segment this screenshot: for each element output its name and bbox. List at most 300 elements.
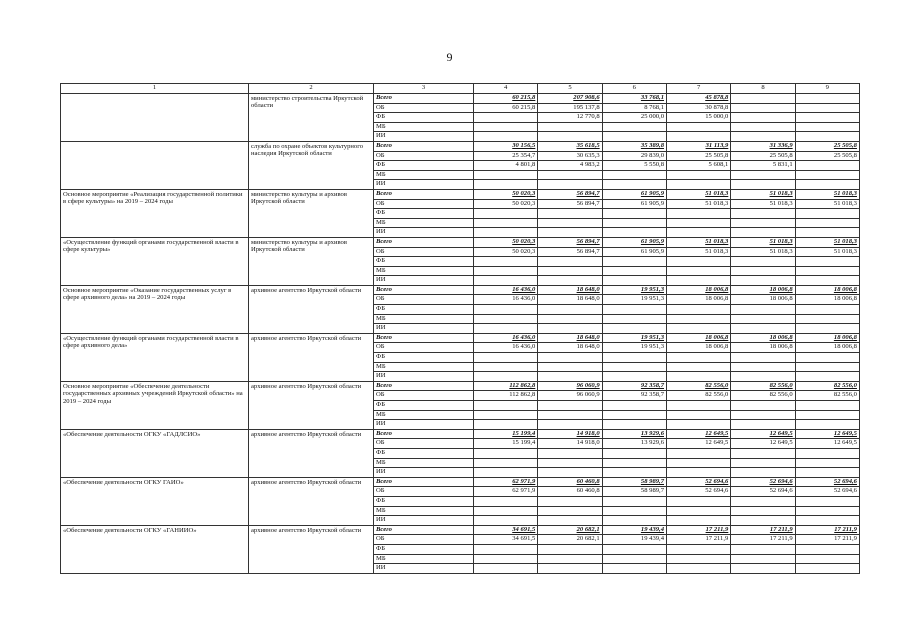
amount-cell: 60 215,8 bbox=[474, 94, 538, 104]
amount-cell: 58 989,7 bbox=[602, 487, 666, 497]
funding-source-cell: ФБ bbox=[374, 353, 474, 363]
amount-cell: 50 020,3 bbox=[474, 247, 538, 257]
amount-cell bbox=[666, 305, 730, 315]
amount-cell: 62 971,9 bbox=[474, 477, 538, 487]
column-header-8: 8 bbox=[731, 84, 795, 94]
amount-cell: 51 018,3 bbox=[666, 247, 730, 257]
amount-cell: 12 649,5 bbox=[666, 429, 730, 439]
amount-cell bbox=[731, 122, 795, 132]
amount-cell bbox=[474, 554, 538, 564]
amount-cell: 18 648,0 bbox=[538, 285, 602, 295]
amount-cell bbox=[731, 362, 795, 372]
amount-cell bbox=[538, 353, 602, 363]
funding-source-cell: ФБ bbox=[374, 448, 474, 458]
amount-cell: 61 905,9 bbox=[602, 199, 666, 209]
amount-cell: 25 505,8 bbox=[795, 141, 859, 151]
amount-cell bbox=[731, 324, 795, 334]
amount-cell bbox=[795, 228, 859, 238]
amount-cell: 82 556,0 bbox=[795, 381, 859, 391]
funding-source-cell: Всего bbox=[374, 285, 474, 295]
amount-cell bbox=[602, 372, 666, 382]
amount-cell: 12 770,8 bbox=[538, 113, 602, 123]
funding-source-cell: ФБ bbox=[374, 161, 474, 171]
amount-cell bbox=[731, 372, 795, 382]
measure-name-cell: «Обеспечение деятельности ОГКУ ГАИО» bbox=[61, 477, 249, 525]
amount-cell: 20 682,1 bbox=[538, 535, 602, 545]
amount-cell bbox=[795, 180, 859, 190]
amount-cell bbox=[731, 353, 795, 363]
amount-cell bbox=[474, 113, 538, 123]
amount-cell: 92 358,7 bbox=[602, 381, 666, 391]
amount-cell bbox=[538, 122, 602, 132]
amount-cell: 18 006,8 bbox=[666, 333, 730, 343]
amount-cell bbox=[666, 372, 730, 382]
amount-cell bbox=[602, 276, 666, 286]
funding-source-cell: ОБ bbox=[374, 439, 474, 449]
funding-source-cell: ИИ bbox=[374, 132, 474, 142]
amount-cell bbox=[795, 353, 859, 363]
amount-cell: 50 020,3 bbox=[474, 237, 538, 247]
amount-cell bbox=[474, 506, 538, 516]
amount-cell: 17 211,9 bbox=[795, 525, 859, 535]
amount-cell: 8 768,1 bbox=[602, 103, 666, 113]
amount-cell bbox=[795, 103, 859, 113]
amount-cell bbox=[538, 132, 602, 142]
amount-cell bbox=[731, 496, 795, 506]
amount-cell bbox=[538, 448, 602, 458]
amount-cell: 16 436,0 bbox=[474, 333, 538, 343]
amount-cell bbox=[602, 180, 666, 190]
amount-cell: 52 694,6 bbox=[731, 477, 795, 487]
amount-cell bbox=[474, 257, 538, 267]
amount-cell: 207 908,6 bbox=[538, 94, 602, 104]
amount-cell bbox=[731, 257, 795, 267]
column-header-5: 5 bbox=[538, 84, 602, 94]
executor-cell: министерство культуры и архивов Иркутской области bbox=[249, 189, 374, 237]
amount-cell bbox=[602, 218, 666, 228]
amount-cell bbox=[474, 458, 538, 468]
amount-cell bbox=[538, 516, 602, 526]
amount-cell bbox=[474, 544, 538, 554]
amount-cell bbox=[602, 544, 666, 554]
amount-cell bbox=[602, 516, 666, 526]
amount-cell: 51 018,3 bbox=[731, 199, 795, 209]
amount-cell bbox=[538, 496, 602, 506]
funding-source-cell: ИИ bbox=[374, 180, 474, 190]
funding-source-cell: Всего bbox=[374, 94, 474, 104]
amount-cell: 12 649,5 bbox=[795, 429, 859, 439]
funding-source-cell: ИИ bbox=[374, 228, 474, 238]
amount-cell bbox=[795, 420, 859, 430]
amount-cell: 16 436,0 bbox=[474, 343, 538, 353]
funding-source-cell: ИИ bbox=[374, 276, 474, 286]
amount-cell: 18 006,8 bbox=[666, 295, 730, 305]
amount-cell: 14 918,0 bbox=[538, 429, 602, 439]
amount-cell: 12 649,5 bbox=[666, 439, 730, 449]
amount-cell bbox=[602, 564, 666, 574]
amount-cell bbox=[474, 180, 538, 190]
amount-cell: 51 018,3 bbox=[795, 199, 859, 209]
amount-cell bbox=[602, 209, 666, 219]
amount-cell bbox=[602, 362, 666, 372]
amount-cell bbox=[474, 314, 538, 324]
amount-cell: 12 649,5 bbox=[795, 439, 859, 449]
amount-cell bbox=[666, 516, 730, 526]
amount-cell: 51 018,3 bbox=[731, 237, 795, 247]
column-header-2: 2 bbox=[249, 84, 374, 94]
amount-cell bbox=[731, 276, 795, 286]
amount-cell: 35 389,8 bbox=[602, 141, 666, 151]
amount-cell bbox=[666, 132, 730, 142]
amount-cell bbox=[666, 564, 730, 574]
amount-cell bbox=[474, 372, 538, 382]
amount-cell bbox=[538, 209, 602, 219]
page-number: 9 bbox=[446, 50, 453, 64]
measure-name-cell: Основное мероприятие «Обеспечение деятельности государственных архивных учреждений Иркутской области» на 2019 – 2024 годы bbox=[61, 381, 249, 429]
amount-cell: 34 691,5 bbox=[474, 535, 538, 545]
executor-cell: архивное агентство Иркутской области bbox=[249, 429, 374, 477]
amount-cell bbox=[795, 544, 859, 554]
amount-cell bbox=[731, 401, 795, 411]
amount-cell: 92 358,7 bbox=[602, 391, 666, 401]
amount-cell bbox=[666, 401, 730, 411]
amount-cell bbox=[474, 516, 538, 526]
amount-cell bbox=[666, 544, 730, 554]
amount-cell: 35 618,5 bbox=[538, 141, 602, 151]
amount-cell: 20 682,1 bbox=[538, 525, 602, 535]
amount-cell bbox=[731, 468, 795, 478]
measure-name-cell: Основное мероприятие «Реализация государственной политики в сфере культуры» на 2019 – 2024 годы bbox=[61, 189, 249, 237]
amount-cell bbox=[666, 324, 730, 334]
table-row bbox=[61, 333, 860, 343]
funding-source-cell: ИИ bbox=[374, 324, 474, 334]
amount-cell: 34 691,5 bbox=[474, 525, 538, 535]
amount-cell bbox=[538, 276, 602, 286]
amount-cell: 45 878,8 bbox=[666, 94, 730, 104]
amount-cell: 30 878,8 bbox=[666, 103, 730, 113]
funding-source-cell: ОБ bbox=[374, 247, 474, 257]
funding-source-cell: ОБ bbox=[374, 343, 474, 353]
amount-cell bbox=[538, 180, 602, 190]
executor-cell: архивное агентство Иркутской области bbox=[249, 285, 374, 333]
amount-cell bbox=[602, 257, 666, 267]
amount-cell: 25 000,0 bbox=[602, 113, 666, 123]
column-header-6: 6 bbox=[602, 84, 666, 94]
amount-cell bbox=[795, 516, 859, 526]
amount-cell bbox=[602, 266, 666, 276]
amount-cell bbox=[731, 458, 795, 468]
amount-cell: 52 694,6 bbox=[731, 487, 795, 497]
amount-cell: 60 215,8 bbox=[474, 103, 538, 113]
funding-source-cell: ОБ bbox=[374, 487, 474, 497]
header-row bbox=[61, 84, 860, 94]
amount-cell bbox=[731, 180, 795, 190]
amount-cell: 18 006,8 bbox=[795, 343, 859, 353]
amount-cell bbox=[602, 506, 666, 516]
amount-cell bbox=[602, 410, 666, 420]
amount-cell bbox=[731, 228, 795, 238]
table-row bbox=[61, 381, 860, 391]
funding-source-cell: МБ bbox=[374, 458, 474, 468]
amount-cell: 19 439,4 bbox=[602, 525, 666, 535]
amount-cell bbox=[602, 420, 666, 430]
amount-cell bbox=[795, 410, 859, 420]
amount-cell bbox=[666, 458, 730, 468]
amount-cell: 96 060,9 bbox=[538, 381, 602, 391]
funding-source-cell: ФБ bbox=[374, 401, 474, 411]
amount-cell: 51 018,3 bbox=[795, 189, 859, 199]
funding-source-cell: ИИ bbox=[374, 420, 474, 430]
funding-source-cell: МБ bbox=[374, 362, 474, 372]
amount-cell bbox=[602, 401, 666, 411]
amount-cell: 15 199,4 bbox=[474, 429, 538, 439]
amount-cell: 112 862,8 bbox=[474, 391, 538, 401]
amount-cell: 51 018,3 bbox=[795, 237, 859, 247]
funding-source-cell: МБ bbox=[374, 170, 474, 180]
amount-cell bbox=[474, 170, 538, 180]
amount-cell bbox=[474, 448, 538, 458]
amount-cell: 61 905,9 bbox=[602, 237, 666, 247]
amount-cell bbox=[538, 257, 602, 267]
amount-cell bbox=[474, 324, 538, 334]
amount-cell bbox=[666, 468, 730, 478]
amount-cell bbox=[795, 94, 859, 104]
amount-cell: 13 929,6 bbox=[602, 439, 666, 449]
table-row bbox=[61, 477, 860, 487]
amount-cell bbox=[731, 420, 795, 430]
amount-cell bbox=[538, 420, 602, 430]
amount-cell bbox=[602, 496, 666, 506]
amount-cell bbox=[666, 266, 730, 276]
amount-cell: 56 894,7 bbox=[538, 237, 602, 247]
amount-cell bbox=[602, 554, 666, 564]
amount-cell bbox=[474, 410, 538, 420]
amount-cell bbox=[538, 506, 602, 516]
amount-cell bbox=[731, 113, 795, 123]
funding-source-cell: ФБ bbox=[374, 305, 474, 315]
amount-cell: 60 460,8 bbox=[538, 487, 602, 497]
amount-cell: 82 556,0 bbox=[731, 391, 795, 401]
amount-cell: 5 608,1 bbox=[666, 161, 730, 171]
amount-cell: 15 000,0 bbox=[666, 113, 730, 123]
amount-cell bbox=[474, 228, 538, 238]
executor-cell: министерство культуры и архивов Иркутской области bbox=[249, 237, 374, 285]
amount-cell: 61 905,9 bbox=[602, 247, 666, 257]
amount-cell bbox=[666, 420, 730, 430]
amount-cell: 17 211,9 bbox=[731, 535, 795, 545]
table-row bbox=[61, 141, 860, 151]
amount-cell bbox=[602, 314, 666, 324]
column-header-4: 4 bbox=[474, 84, 538, 94]
amount-cell bbox=[474, 132, 538, 142]
funding-source-cell: ОБ bbox=[374, 103, 474, 113]
amount-cell: 29 839,0 bbox=[602, 151, 666, 161]
amount-cell: 18 006,8 bbox=[795, 295, 859, 305]
funding-source-cell: МБ bbox=[374, 410, 474, 420]
amount-cell bbox=[731, 305, 795, 315]
amount-cell: 51 018,3 bbox=[731, 247, 795, 257]
amount-cell bbox=[666, 448, 730, 458]
amount-cell bbox=[602, 170, 666, 180]
amount-cell bbox=[474, 564, 538, 574]
amount-cell: 15 199,4 bbox=[474, 439, 538, 449]
table-body bbox=[61, 94, 860, 574]
amount-cell bbox=[538, 564, 602, 574]
amount-cell bbox=[666, 257, 730, 267]
amount-cell: 17 211,9 bbox=[666, 525, 730, 535]
funding-source-cell: МБ bbox=[374, 314, 474, 324]
funding-source-cell: ФБ bbox=[374, 257, 474, 267]
amount-cell bbox=[795, 276, 859, 286]
table-row bbox=[61, 525, 860, 535]
amount-cell: 4 801,8 bbox=[474, 161, 538, 171]
amount-cell bbox=[666, 218, 730, 228]
amount-cell: 19 951,3 bbox=[602, 295, 666, 305]
amount-cell: 51 018,3 bbox=[666, 189, 730, 199]
amount-cell: 17 211,9 bbox=[731, 525, 795, 535]
amount-cell bbox=[795, 314, 859, 324]
amount-cell: 18 648,0 bbox=[538, 333, 602, 343]
amount-cell bbox=[731, 170, 795, 180]
amount-cell bbox=[474, 468, 538, 478]
amount-cell bbox=[795, 122, 859, 132]
amount-cell bbox=[795, 372, 859, 382]
column-header-7: 7 bbox=[666, 84, 730, 94]
amount-cell: 13 929,6 bbox=[602, 429, 666, 439]
table-row bbox=[61, 237, 860, 247]
amount-cell bbox=[731, 132, 795, 142]
amount-cell bbox=[795, 113, 859, 123]
funding-source-cell: ОБ bbox=[374, 295, 474, 305]
amount-cell bbox=[731, 218, 795, 228]
amount-cell: 31 113,9 bbox=[666, 141, 730, 151]
executor-cell: архивное агентство Иркутской области bbox=[249, 525, 374, 573]
amount-cell: 52 694,6 bbox=[795, 477, 859, 487]
amount-cell bbox=[602, 448, 666, 458]
amount-cell bbox=[731, 209, 795, 219]
amount-cell bbox=[666, 353, 730, 363]
funding-source-cell: ОБ bbox=[374, 199, 474, 209]
funding-source-cell: ИИ bbox=[374, 468, 474, 478]
funding-source-cell: Всего bbox=[374, 333, 474, 343]
amount-cell: 5 550,8 bbox=[602, 161, 666, 171]
amount-cell bbox=[602, 132, 666, 142]
amount-cell bbox=[602, 122, 666, 132]
funding-source-cell: Всего bbox=[374, 429, 474, 439]
amount-cell bbox=[474, 276, 538, 286]
funding-source-cell: ФБ bbox=[374, 496, 474, 506]
amount-cell bbox=[795, 257, 859, 267]
amount-cell bbox=[731, 516, 795, 526]
amount-cell: 17 211,9 bbox=[666, 535, 730, 545]
amount-cell: 82 556,0 bbox=[666, 391, 730, 401]
funding-source-cell: МБ bbox=[374, 218, 474, 228]
amount-cell: 30 156,5 bbox=[474, 141, 538, 151]
amount-cell bbox=[795, 564, 859, 574]
amount-cell: 18 006,8 bbox=[795, 285, 859, 295]
amount-cell: 18 648,0 bbox=[538, 343, 602, 353]
amount-cell bbox=[474, 209, 538, 219]
amount-cell: 61 905,9 bbox=[602, 189, 666, 199]
amount-cell bbox=[731, 564, 795, 574]
amount-cell bbox=[602, 228, 666, 238]
amount-cell bbox=[538, 362, 602, 372]
amount-cell bbox=[666, 276, 730, 286]
measure-name-cell: «Осуществление функций органами государственной власти в сфере архивного дела» bbox=[61, 333, 249, 381]
amount-cell: 60 460,8 bbox=[538, 477, 602, 487]
amount-cell bbox=[666, 554, 730, 564]
amount-cell bbox=[795, 458, 859, 468]
amount-cell: 31 336,9 bbox=[731, 141, 795, 151]
amount-cell bbox=[795, 209, 859, 219]
amount-cell bbox=[666, 228, 730, 238]
funding-source-cell: Всего bbox=[374, 525, 474, 535]
amount-cell: 51 018,3 bbox=[795, 247, 859, 257]
amount-cell bbox=[666, 496, 730, 506]
amount-cell bbox=[795, 218, 859, 228]
amount-cell: 12 649,5 bbox=[731, 429, 795, 439]
amount-cell bbox=[538, 410, 602, 420]
amount-cell: 18 006,8 bbox=[731, 285, 795, 295]
funding-source-cell: ОБ bbox=[374, 151, 474, 161]
amount-cell bbox=[474, 266, 538, 276]
amount-cell: 96 060,9 bbox=[538, 391, 602, 401]
amount-cell bbox=[731, 410, 795, 420]
amount-cell: 33 768,1 bbox=[602, 94, 666, 104]
amount-cell: 82 556,0 bbox=[795, 391, 859, 401]
amount-cell: 19 951,3 bbox=[602, 285, 666, 295]
amount-cell bbox=[538, 554, 602, 564]
amount-cell bbox=[538, 372, 602, 382]
amount-cell: 51 018,3 bbox=[731, 189, 795, 199]
amount-cell bbox=[474, 122, 538, 132]
amount-cell bbox=[602, 353, 666, 363]
amount-cell bbox=[795, 362, 859, 372]
executor-cell: министерство строительства Иркутской области bbox=[249, 94, 374, 142]
amount-cell: 19 951,3 bbox=[602, 343, 666, 353]
amount-cell bbox=[602, 305, 666, 315]
amount-cell: 51 018,3 bbox=[666, 199, 730, 209]
amount-cell bbox=[666, 180, 730, 190]
amount-cell: 25 505,8 bbox=[795, 151, 859, 161]
amount-cell bbox=[538, 458, 602, 468]
amount-cell: 30 635,3 bbox=[538, 151, 602, 161]
column-header-3: 3 bbox=[374, 84, 474, 94]
funding-source-cell: Всего bbox=[374, 381, 474, 391]
amount-cell: 56 894,7 bbox=[538, 199, 602, 209]
amount-cell bbox=[666, 506, 730, 516]
amount-cell: 4 983,2 bbox=[538, 161, 602, 171]
amount-cell: 58 989,7 bbox=[602, 477, 666, 487]
amount-cell: 17 211,9 bbox=[795, 535, 859, 545]
amount-cell: 52 694,6 bbox=[666, 477, 730, 487]
amount-cell: 18 006,8 bbox=[666, 343, 730, 353]
amount-cell bbox=[538, 324, 602, 334]
funding-source-cell: МБ bbox=[374, 506, 474, 516]
amount-cell: 19 951,3 bbox=[602, 333, 666, 343]
amount-cell: 18 006,8 bbox=[795, 333, 859, 343]
table-row bbox=[61, 189, 860, 199]
measure-name-cell bbox=[61, 141, 249, 189]
amount-cell: 16 436,0 bbox=[474, 295, 538, 305]
amount-cell bbox=[666, 122, 730, 132]
funding-source-cell: ИИ bbox=[374, 372, 474, 382]
amount-cell: 82 556,0 bbox=[731, 381, 795, 391]
funding-table-container bbox=[60, 83, 859, 574]
executor-cell: архивное агентство Иркутской области bbox=[249, 477, 374, 525]
amount-cell bbox=[474, 401, 538, 411]
table-row bbox=[61, 429, 860, 439]
